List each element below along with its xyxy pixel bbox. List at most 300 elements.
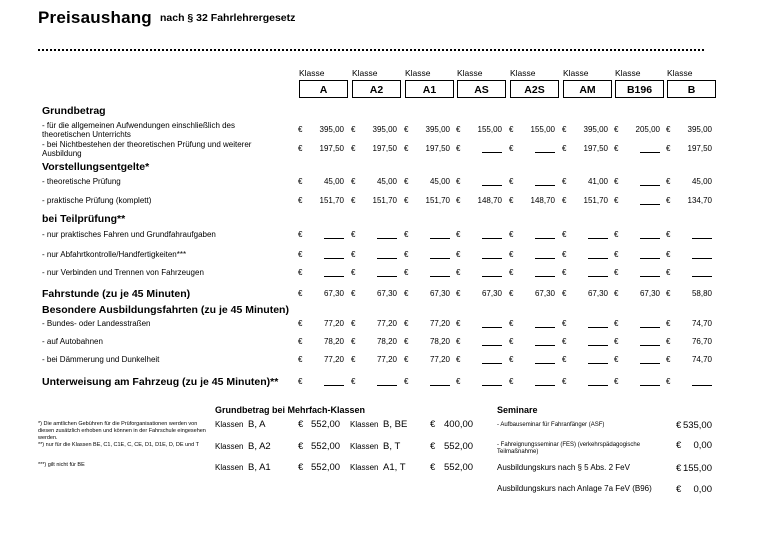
blank-value xyxy=(464,269,502,279)
seminare-title: Seminare xyxy=(497,405,538,415)
blank-line xyxy=(640,145,660,153)
blank-line xyxy=(482,320,502,328)
blank-value xyxy=(622,251,660,261)
section-title: Besondere Ausbildungsfahrten (zu je 45 Minuten) xyxy=(42,304,289,316)
dotted-divider xyxy=(38,49,704,51)
blank-line xyxy=(640,356,660,364)
blank-line xyxy=(692,231,712,239)
blank-line xyxy=(535,251,555,259)
euro-sign: € xyxy=(404,125,409,134)
price-value: 77,20 xyxy=(429,319,450,328)
euro-sign: € xyxy=(509,125,514,134)
seminar-label: Ausbildungskurs nach Anlage 7a FeV (B96) xyxy=(497,484,652,493)
euro-sign: € xyxy=(456,319,461,328)
euro-sign: € xyxy=(666,144,671,153)
blank-line xyxy=(482,378,502,386)
euro-sign: € xyxy=(404,289,409,298)
row-label: - praktische Prüfung (komplett) xyxy=(42,196,152,205)
section-title: Vorstellungsentgelte* xyxy=(42,161,150,173)
euro-sign: € xyxy=(614,250,619,259)
class-box-b: B xyxy=(667,80,716,98)
blank-line xyxy=(324,378,344,386)
row-label: - nur praktisches Fahren und Grundfahraufgaben xyxy=(42,230,216,239)
seminar-price: 0,00 xyxy=(693,484,712,495)
price-value: 76,70 xyxy=(691,337,712,346)
blank-value xyxy=(622,231,660,241)
euro-sign: € xyxy=(456,177,461,186)
blank-value xyxy=(359,251,397,261)
euro-sign: € xyxy=(351,196,356,205)
euro-sign: € xyxy=(298,177,303,186)
blank-line xyxy=(324,251,344,259)
euro-sign: € xyxy=(509,230,514,239)
multi-class-label: Klassen xyxy=(350,463,379,472)
blank-value xyxy=(622,338,660,348)
euro-sign: € xyxy=(509,196,514,205)
price-value: 77,20 xyxy=(376,355,397,364)
blank-line xyxy=(640,251,660,259)
blank-value xyxy=(412,231,450,241)
price-value: 77,20 xyxy=(376,319,397,328)
multi-class-label: Klassen xyxy=(350,442,379,451)
blank-value xyxy=(464,320,502,330)
price-value: 41,00 xyxy=(587,177,608,186)
blank-value xyxy=(570,320,608,330)
euro-sign: € xyxy=(430,419,436,430)
euro-sign: € xyxy=(351,319,356,328)
euro-sign: € xyxy=(456,289,461,298)
euro-sign: € xyxy=(404,319,409,328)
blank-value xyxy=(517,178,555,188)
page-subtitle: nach § 32 Fahrlehrergesetz xyxy=(160,12,296,24)
euro-sign: € xyxy=(666,250,671,259)
blank-line xyxy=(535,145,555,153)
euro-sign: € xyxy=(404,355,409,364)
euro-sign: € xyxy=(351,250,356,259)
blank-line xyxy=(640,269,660,277)
blank-line xyxy=(482,145,502,153)
multi-class-price: 552,00 xyxy=(444,441,474,452)
multi-class-price: 552,00 xyxy=(311,419,341,430)
class-box-a: A xyxy=(299,80,348,98)
euro-sign: € xyxy=(404,337,409,346)
price-value: 197,50 xyxy=(425,144,450,153)
blank-line xyxy=(482,231,502,239)
euro-sign: € xyxy=(562,250,567,259)
euro-sign: € xyxy=(456,196,461,205)
euro-sign: € xyxy=(298,196,303,205)
blank-line xyxy=(535,178,555,186)
multi-class-price: 552,00 xyxy=(311,462,341,473)
class-label: Klasse xyxy=(615,68,641,78)
price-value: 74,70 xyxy=(691,355,712,364)
blank-value xyxy=(622,356,660,366)
multi-class-label: Klassen xyxy=(350,420,379,429)
row-label: - für die allgemeinen Aufwendungen einschließlich des xyxy=(42,121,236,130)
seminar-label: Ausbildungskurs nach § 5 Abs. 2 FeV xyxy=(497,463,630,472)
euro-sign: € xyxy=(562,319,567,328)
euro-sign: € xyxy=(509,268,514,277)
blank-value xyxy=(570,338,608,348)
euro-sign: € xyxy=(614,230,619,239)
multi-class-price: 552,00 xyxy=(311,441,341,452)
price-value: 77,20 xyxy=(323,319,344,328)
price-value: 197,50 xyxy=(372,144,397,153)
euro-sign: € xyxy=(562,144,567,153)
section-title: bei Teilprüfung** xyxy=(42,213,126,225)
euro-sign: € xyxy=(666,355,671,364)
euro-sign: € xyxy=(509,289,514,298)
blank-line xyxy=(535,320,555,328)
multi-class-combo: A1, T xyxy=(383,462,406,473)
euro-sign: € xyxy=(614,289,619,298)
class-box-am: AM xyxy=(563,80,612,98)
euro-sign: € xyxy=(562,355,567,364)
euro-sign: € xyxy=(562,125,567,134)
blank-line xyxy=(588,338,608,346)
euro-sign: € xyxy=(298,419,304,430)
blank-value xyxy=(674,231,712,241)
blank-value xyxy=(359,378,397,388)
price-value: 78,20 xyxy=(429,337,450,346)
price-value: 67,30 xyxy=(639,289,660,298)
blank-value xyxy=(464,145,502,155)
blank-line xyxy=(640,197,660,205)
blank-value xyxy=(517,145,555,155)
euro-sign: € xyxy=(666,319,671,328)
blank-value xyxy=(517,269,555,279)
blank-line xyxy=(482,251,502,259)
euro-sign: € xyxy=(666,289,671,298)
blank-value xyxy=(412,269,450,279)
footnote: **) nur für die Klassen BE, C1, C1E, C, CE, D1, D1E, D, DE und T xyxy=(38,442,199,448)
class-box-a2: A2 xyxy=(352,80,401,98)
blank-value xyxy=(464,338,502,348)
blank-line xyxy=(377,269,397,277)
euro-sign: € xyxy=(666,268,671,277)
class-box-a1: A1 xyxy=(405,80,454,98)
euro-sign: € xyxy=(562,268,567,277)
euro-sign: € xyxy=(509,337,514,346)
price-value: 197,50 xyxy=(319,144,344,153)
price-value: 67,30 xyxy=(429,289,450,298)
blank-line xyxy=(640,178,660,186)
blank-line xyxy=(482,338,502,346)
blank-value xyxy=(622,320,660,330)
seminar-label: Teilmaßnahme) xyxy=(497,449,539,455)
price-value: 197,50 xyxy=(583,144,608,153)
class-label: Klasse xyxy=(667,68,693,78)
euro-sign: € xyxy=(456,337,461,346)
blank-value xyxy=(517,320,555,330)
price-value: 78,20 xyxy=(323,337,344,346)
blank-line xyxy=(640,231,660,239)
class-box-b196: B196 xyxy=(615,80,664,98)
price-value: 148,70 xyxy=(530,196,555,205)
euro-sign: € xyxy=(614,377,619,386)
price-value: 45,00 xyxy=(691,177,712,186)
blank-value xyxy=(570,231,608,241)
euro-sign: € xyxy=(430,441,436,452)
row-label: - nur Abfahrtkontrolle/Handfertigkeiten*** xyxy=(42,250,187,259)
price-value: 151,70 xyxy=(372,196,397,205)
euro-sign: € xyxy=(351,125,356,134)
class-label: Klasse xyxy=(299,68,325,78)
euro-sign: € xyxy=(562,337,567,346)
blank-value xyxy=(570,251,608,261)
blank-value xyxy=(517,231,555,241)
multi-class-price: 552,00 xyxy=(444,462,474,473)
multi-class-combo: B, A2 xyxy=(248,441,271,452)
euro-sign: € xyxy=(676,420,682,431)
blank-line xyxy=(692,378,712,386)
blank-value xyxy=(306,231,344,241)
euro-sign: € xyxy=(351,289,356,298)
price-value: 395,00 xyxy=(687,125,712,134)
blank-line xyxy=(588,320,608,328)
blank-line xyxy=(640,378,660,386)
blank-value xyxy=(412,251,450,261)
euro-sign: € xyxy=(509,355,514,364)
blank-value xyxy=(464,251,502,261)
euro-sign: € xyxy=(404,250,409,259)
euro-sign: € xyxy=(404,230,409,239)
blank-line xyxy=(588,378,608,386)
blank-value xyxy=(622,145,660,155)
euro-sign: € xyxy=(614,144,619,153)
euro-sign: € xyxy=(614,196,619,205)
blank-line xyxy=(430,269,450,277)
seminar-price: 0,00 xyxy=(693,440,712,451)
blank-line xyxy=(640,320,660,328)
euro-sign: € xyxy=(562,377,567,386)
blank-line xyxy=(692,269,712,277)
blank-value xyxy=(570,269,608,279)
blank-line xyxy=(535,269,555,277)
blank-line xyxy=(430,378,450,386)
blank-value xyxy=(517,356,555,366)
euro-sign: € xyxy=(562,196,567,205)
row-label: - nur Verbinden und Trennen von Fahrzeugen xyxy=(42,268,204,277)
blank-line xyxy=(588,269,608,277)
euro-sign: € xyxy=(298,319,303,328)
euro-sign: € xyxy=(351,230,356,239)
blank-value xyxy=(517,378,555,388)
blank-line xyxy=(482,269,502,277)
euro-sign: € xyxy=(666,337,671,346)
blank-value xyxy=(464,378,502,388)
blank-value xyxy=(570,378,608,388)
row-label: - auf Autobahnen xyxy=(42,337,103,346)
blank-line xyxy=(535,231,555,239)
seminar-price: 155,00 xyxy=(682,463,712,474)
euro-sign: € xyxy=(298,462,304,473)
blank-value xyxy=(412,378,450,388)
class-label: Klasse xyxy=(352,68,378,78)
multi-class-price: 400,00 xyxy=(444,419,474,430)
euro-sign: € xyxy=(351,337,356,346)
euro-sign: € xyxy=(666,196,671,205)
euro-sign: € xyxy=(614,319,619,328)
section-title: Grundbetrag xyxy=(42,105,106,117)
euro-sign: € xyxy=(404,144,409,153)
blank-line xyxy=(324,269,344,277)
euro-sign: € xyxy=(298,377,303,386)
multi-class-label: Klassen xyxy=(215,463,244,472)
class-box-a2s: A2S xyxy=(510,80,559,98)
euro-sign: € xyxy=(456,144,461,153)
blank-line xyxy=(377,251,397,259)
blank-line xyxy=(482,178,502,186)
price-value: 151,70 xyxy=(319,196,344,205)
euro-sign: € xyxy=(509,377,514,386)
class-label: Klasse xyxy=(405,68,431,78)
price-value: 151,70 xyxy=(425,196,450,205)
euro-sign: € xyxy=(404,196,409,205)
price-value: 205,00 xyxy=(635,125,660,134)
euro-sign: € xyxy=(456,355,461,364)
euro-sign: € xyxy=(298,289,303,298)
seminar-label: - Aufbauseminar für Fahranfänger (ASF) xyxy=(497,422,605,428)
euro-sign: € xyxy=(509,144,514,153)
blank-value xyxy=(359,231,397,241)
euro-sign: € xyxy=(298,441,304,452)
blank-line xyxy=(535,378,555,386)
seminar-label: - Fahreignungsseminar (FES) (verkehrspädagogische xyxy=(497,442,641,448)
price-value: 395,00 xyxy=(583,125,608,134)
price-value: 45,00 xyxy=(429,177,450,186)
price-value: 155,00 xyxy=(477,125,502,134)
page-title: Preisaushang xyxy=(38,8,152,27)
multi-class-combo: B, A1 xyxy=(248,462,271,473)
blank-value xyxy=(622,178,660,188)
blank-line xyxy=(482,356,502,364)
price-value: 67,30 xyxy=(481,289,502,298)
multi-class-title: Grundbetrag bei Mehrfach-Klassen xyxy=(215,405,366,415)
multi-class-label: Klassen xyxy=(215,420,244,429)
euro-sign: € xyxy=(456,230,461,239)
row-label: - bei Nichtbestehen der theoretischen Prüfung und weiterer xyxy=(42,140,252,149)
euro-sign: € xyxy=(298,268,303,277)
blank-value xyxy=(517,251,555,261)
euro-sign: € xyxy=(562,177,567,186)
blank-value xyxy=(464,231,502,241)
class-label: Klasse xyxy=(563,68,589,78)
price-value: 78,20 xyxy=(376,337,397,346)
blank-line xyxy=(324,231,344,239)
blank-value xyxy=(359,269,397,279)
euro-sign: € xyxy=(562,230,567,239)
price-value: 395,00 xyxy=(425,125,450,134)
row-label: - Bundes- oder Landesstraßen xyxy=(42,319,151,328)
blank-value xyxy=(464,178,502,188)
euro-sign: € xyxy=(430,462,436,473)
price-value: 45,00 xyxy=(376,177,397,186)
euro-sign: € xyxy=(456,268,461,277)
blank-line xyxy=(588,251,608,259)
section-title: Unterweisung am Fahrzeug (zu je 45 Minuten)** xyxy=(42,376,279,388)
blank-line xyxy=(535,356,555,364)
blank-line xyxy=(535,338,555,346)
euro-sign: € xyxy=(404,377,409,386)
blank-line xyxy=(588,231,608,239)
euro-sign: € xyxy=(562,289,567,298)
blank-value xyxy=(622,378,660,388)
blank-value xyxy=(306,269,344,279)
price-value: 155,00 xyxy=(530,125,555,134)
multi-class-combo: B, BE xyxy=(383,419,408,430)
blank-line xyxy=(430,231,450,239)
blank-value xyxy=(570,356,608,366)
blank-value xyxy=(622,197,660,207)
price-value: 77,20 xyxy=(429,355,450,364)
row-label: Ausbildung xyxy=(42,149,82,158)
row-label: - bei Dämmerung und Dunkelheit xyxy=(42,355,160,364)
blank-value xyxy=(517,338,555,348)
euro-sign: € xyxy=(298,337,303,346)
price-value: 77,20 xyxy=(323,355,344,364)
euro-sign: € xyxy=(509,177,514,186)
class-label: Klasse xyxy=(457,68,483,78)
euro-sign: € xyxy=(614,177,619,186)
blank-value xyxy=(674,251,712,261)
euro-sign: € xyxy=(614,125,619,134)
blank-line xyxy=(692,251,712,259)
blank-value xyxy=(306,251,344,261)
blank-value xyxy=(306,378,344,388)
euro-sign: € xyxy=(614,268,619,277)
euro-sign: € xyxy=(509,319,514,328)
euro-sign: € xyxy=(666,125,671,134)
price-value: 151,70 xyxy=(583,196,608,205)
euro-sign: € xyxy=(666,377,671,386)
price-value: 74,70 xyxy=(691,319,712,328)
euro-sign: € xyxy=(614,355,619,364)
euro-sign: € xyxy=(676,440,682,451)
price-value: 67,30 xyxy=(323,289,344,298)
row-label: - theoretische Prüfung xyxy=(42,177,121,186)
euro-sign: € xyxy=(351,268,356,277)
multi-class-label: Klassen xyxy=(215,442,244,451)
euro-sign: € xyxy=(351,144,356,153)
class-box-as: AS xyxy=(457,80,506,98)
footnote: ***) gilt nicht für BE xyxy=(38,462,85,468)
euro-sign: € xyxy=(509,250,514,259)
euro-sign: € xyxy=(351,355,356,364)
euro-sign: € xyxy=(456,250,461,259)
blank-value xyxy=(674,269,712,279)
price-value: 67,30 xyxy=(376,289,397,298)
euro-sign: € xyxy=(351,177,356,186)
euro-sign: € xyxy=(298,355,303,364)
price-value: 45,00 xyxy=(323,177,344,186)
price-value: 197,50 xyxy=(687,144,712,153)
blank-line xyxy=(377,231,397,239)
euro-sign: € xyxy=(404,177,409,186)
euro-sign: € xyxy=(351,377,356,386)
price-value: 134,70 xyxy=(687,196,712,205)
multi-class-combo: B, T xyxy=(383,441,401,452)
row-label: theoretischen Unterrichts xyxy=(42,130,131,139)
blank-value xyxy=(622,269,660,279)
blank-line xyxy=(377,378,397,386)
blank-line xyxy=(640,338,660,346)
euro-sign: € xyxy=(614,337,619,346)
price-value: 395,00 xyxy=(372,125,397,134)
price-value: 148,70 xyxy=(477,196,502,205)
euro-sign: € xyxy=(676,463,682,474)
euro-sign: € xyxy=(676,484,682,495)
